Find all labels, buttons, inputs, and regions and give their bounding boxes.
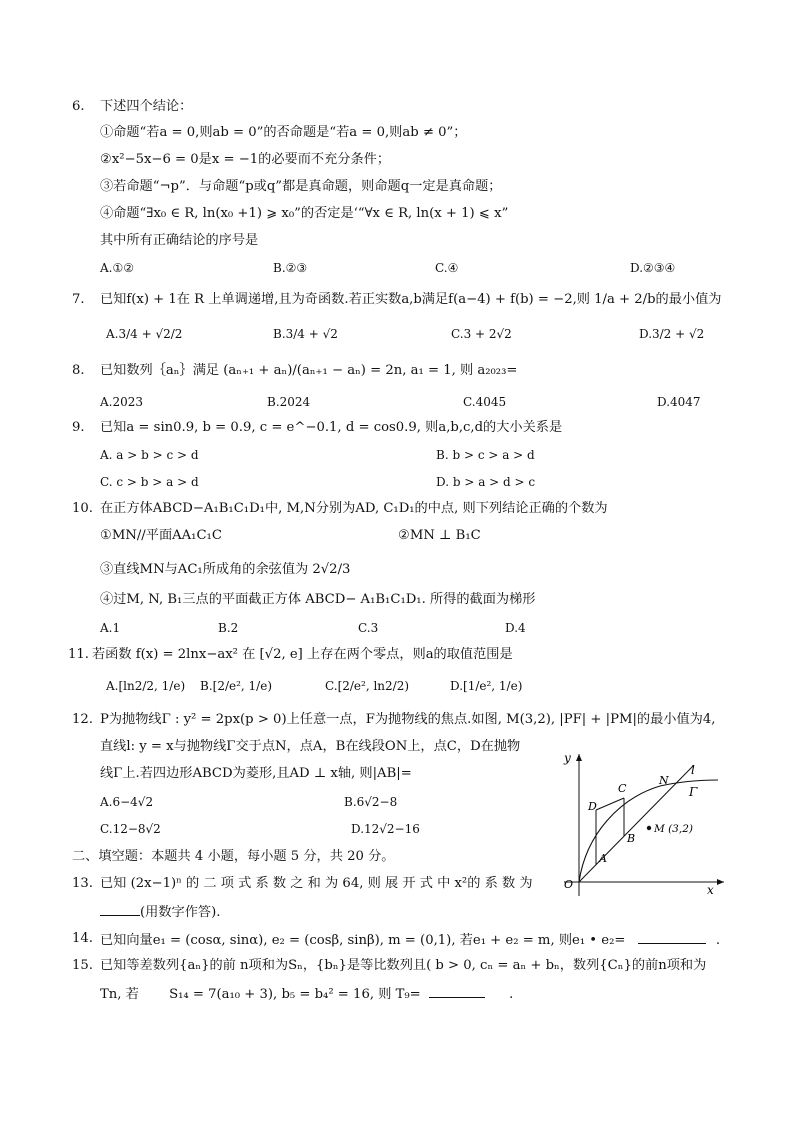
q10-statement-2: ②MN ⊥ B₁C — [398, 528, 481, 543]
q15-period: . — [509, 987, 514, 1002]
q9-number: 9. — [72, 420, 85, 435]
q14-stem: 已知向量e₁ = (cosα, sinα), e₂ = (cosβ, sinβ), m = (0,1), 若e₁ + e₂ = m, 则e₁ • e₂= — [100, 933, 626, 948]
q11-option-b: B.[2/e², 1/e) — [200, 679, 272, 693]
q13-line-2-wrap — [100, 901, 220, 923]
q6-stem: 下述四个结论： — [100, 99, 193, 114]
q10-option-c: C.3 — [358, 621, 379, 635]
x-axis-arrow — [717, 879, 724, 885]
q12-option-a: A.6−4√2 — [100, 795, 154, 809]
q11-option-d: D.[1/e², 1/e) — [450, 679, 523, 693]
y-axis-arrow — [576, 754, 582, 761]
label-a: A — [599, 852, 607, 865]
q8-option-c: C.4045 — [463, 395, 507, 409]
q13-line-1: 已知 (2x−1)ⁿ 的 二 项 式 系 数 之 和 为 64, 则 展 开 式 中 x²的 系 数 为 — [100, 876, 533, 891]
q10-option-d: D.4 — [505, 621, 526, 635]
label-o: O — [564, 878, 574, 891]
label-d: D — [588, 800, 597, 813]
q15-line-1: 已知等差数列{aₙ}的前 n项和为Sₙ，{bₙ}是等比数列且( b > 0, cₙ = aₙ + bₙ，数列{Cₙ}的前n项和为 — [100, 958, 707, 973]
q10-statement-4: ④过M, N, B₁三点的平面截正方体 ABCD− A₁B₁C₁D₁. 所得的截面为梯形 — [100, 592, 536, 607]
q6-option-c: C.④ — [435, 261, 459, 275]
label-n: N — [659, 774, 669, 787]
label-x: x — [707, 883, 714, 897]
q15-line-2b: S₁₄ = 7(a₁₀ + 3), b₅ = b₄² = 16, 则 T₉= — [169, 987, 421, 1002]
q9-option-a: A. a > b > c > d — [100, 448, 199, 462]
section2-heading: 二、填空题：本题共 4 小题，每小题 5 分，共 20 分。 — [72, 849, 395, 864]
q6-statement-2: ②x²−5x−6 = 0是x = −1的必要而不充分条件； — [100, 152, 391, 167]
label-c: C — [618, 782, 627, 795]
q10-number: 10. — [72, 501, 93, 516]
q6-statement-1: ①命题“若a = 0,则ab = 0”的否命题是“若a = 0,则ab ≠ 0”； — [100, 125, 467, 140]
q14-answer-blank[interactable] — [638, 929, 706, 944]
point-m-dot — [647, 826, 651, 830]
q9-option-d: D. b > a > d > c — [436, 475, 536, 489]
q14-number: 14. — [72, 931, 93, 946]
q10-statement-3: ③直线MN与AC₁所成角的余弦值为 2√2/3 — [100, 562, 351, 577]
q14-line — [100, 929, 720, 951]
q6-statement-4: ④命题“∃x₀ ∈ R, ln(x₀ +1) ⩾ x₀”的否定是‘“∀x ∈ R, ln(x + 1) ⩽ x” — [100, 206, 509, 221]
q12-line-1: P为抛物线Γ : y² = 2px(p > 0)上任意一点，F为抛物线的焦点.如图, M(3,2), |PF| + |PM|的最小值为4, — [100, 712, 716, 727]
q10-statement-1: ①MN//平面AA₁C₁C — [100, 528, 222, 543]
q13-line-2: (用数字作答). — [140, 905, 221, 920]
q11-option-a: A.[ln2/2, 1/e) — [106, 679, 186, 693]
q10-option-b: B.2 — [218, 621, 239, 635]
q6-number: 6. — [72, 99, 85, 114]
q7-stem: 已知f(x) + 1在 R 上单调递增,且为奇函数.若正实数a,b满足f(a−4) + f(b) = −2,则 1/a + 2/b的最小值为 — [100, 292, 722, 307]
q11-number: 11. — [68, 647, 89, 662]
q7-number: 7. — [72, 292, 85, 307]
q7-option-b: B.3/4 + √2 — [273, 327, 338, 341]
q10-option-a: A.1 — [100, 621, 121, 635]
label-gamma: Γ — [689, 785, 698, 799]
q11-option-c: C.[2/e², ln2/2) — [325, 679, 410, 693]
q9-option-c: C. c > b > a > d — [100, 475, 199, 489]
q13-answer-blank[interactable] — [100, 901, 140, 916]
label-l: l — [691, 763, 695, 777]
q7-option-a: A.3/4 + √2/2 — [106, 327, 183, 341]
q10-stem: 在正方体ABCD−A₁B₁C₁D₁中, M,N分别为AD, C₁D₁的中点, 则下列结论正确的个数为 — [100, 501, 608, 516]
q9-stem: 已知a = sin0.9, b = 0.9, c = e^−0.1, d = cos0.9, 则a,b,c,d的大小关系是 — [100, 420, 563, 435]
q8-option-b: B.2024 — [267, 395, 311, 409]
q7-option-d: D.3/2 + √2 — [639, 327, 705, 341]
q8-stem: 已知数列｛aₙ｝满足 (aₙ₊₁ + aₙ)/(aₙ₊₁ − aₙ) = 2n, a₁ = 1, 则 a₂₀₂₃= — [100, 363, 518, 378]
q15-number: 15. — [72, 958, 93, 973]
label-b: B — [627, 832, 636, 845]
q14-period: . — [715, 933, 721, 948]
q8-option-a: A.2023 — [100, 395, 144, 409]
q15-line-2a: Tn, 若 — [100, 987, 139, 1002]
q15-line-2 — [100, 983, 513, 1005]
q9-option-b: B. b > c > a > d — [436, 448, 535, 462]
q15-answer-blank[interactable] — [429, 983, 485, 998]
q6-ask: 其中所有正确结论的序号是 — [100, 233, 259, 248]
q7-option-c: C.3 + 2√2 — [451, 327, 512, 341]
q12-option-b: B.6√2−8 — [344, 795, 398, 809]
q6-statement-3: ③若命题“¬p”．与命题“p或q”都是真命题，则命题q一定是真命题； — [100, 179, 502, 194]
q8-option-d: D.4047 — [657, 395, 701, 409]
q12-number: 12. — [72, 712, 93, 727]
q12-option-d: D.12√2−16 — [351, 822, 420, 836]
label-m: M (3,2) — [654, 823, 693, 835]
q6-option-d: D.②③④ — [630, 261, 676, 275]
q11-stem: 若函数 f(x) = 2lnx−ax² 在 [√2, e] 上存在两个零点，则a的取值范围是 — [92, 647, 513, 662]
parabola-figure — [560, 748, 730, 898]
q12-line-2: 直线l: y = x与抛物线Γ交于点N，点A，B在线段ON上，点C，D在抛物 — [100, 739, 521, 754]
q8-number: 8. — [72, 363, 85, 378]
label-y: y — [564, 751, 571, 765]
q6-option-a: A.①② — [100, 261, 134, 275]
q6-option-b: B.②③ — [273, 261, 308, 275]
q12-line-3: 线Γ上.若四边形ABCD为菱形,且AD ⊥ x轴, 则|AB|= — [100, 766, 412, 781]
q12-option-c: C.12−8√2 — [100, 822, 161, 836]
q13-number: 13. — [72, 876, 93, 891]
